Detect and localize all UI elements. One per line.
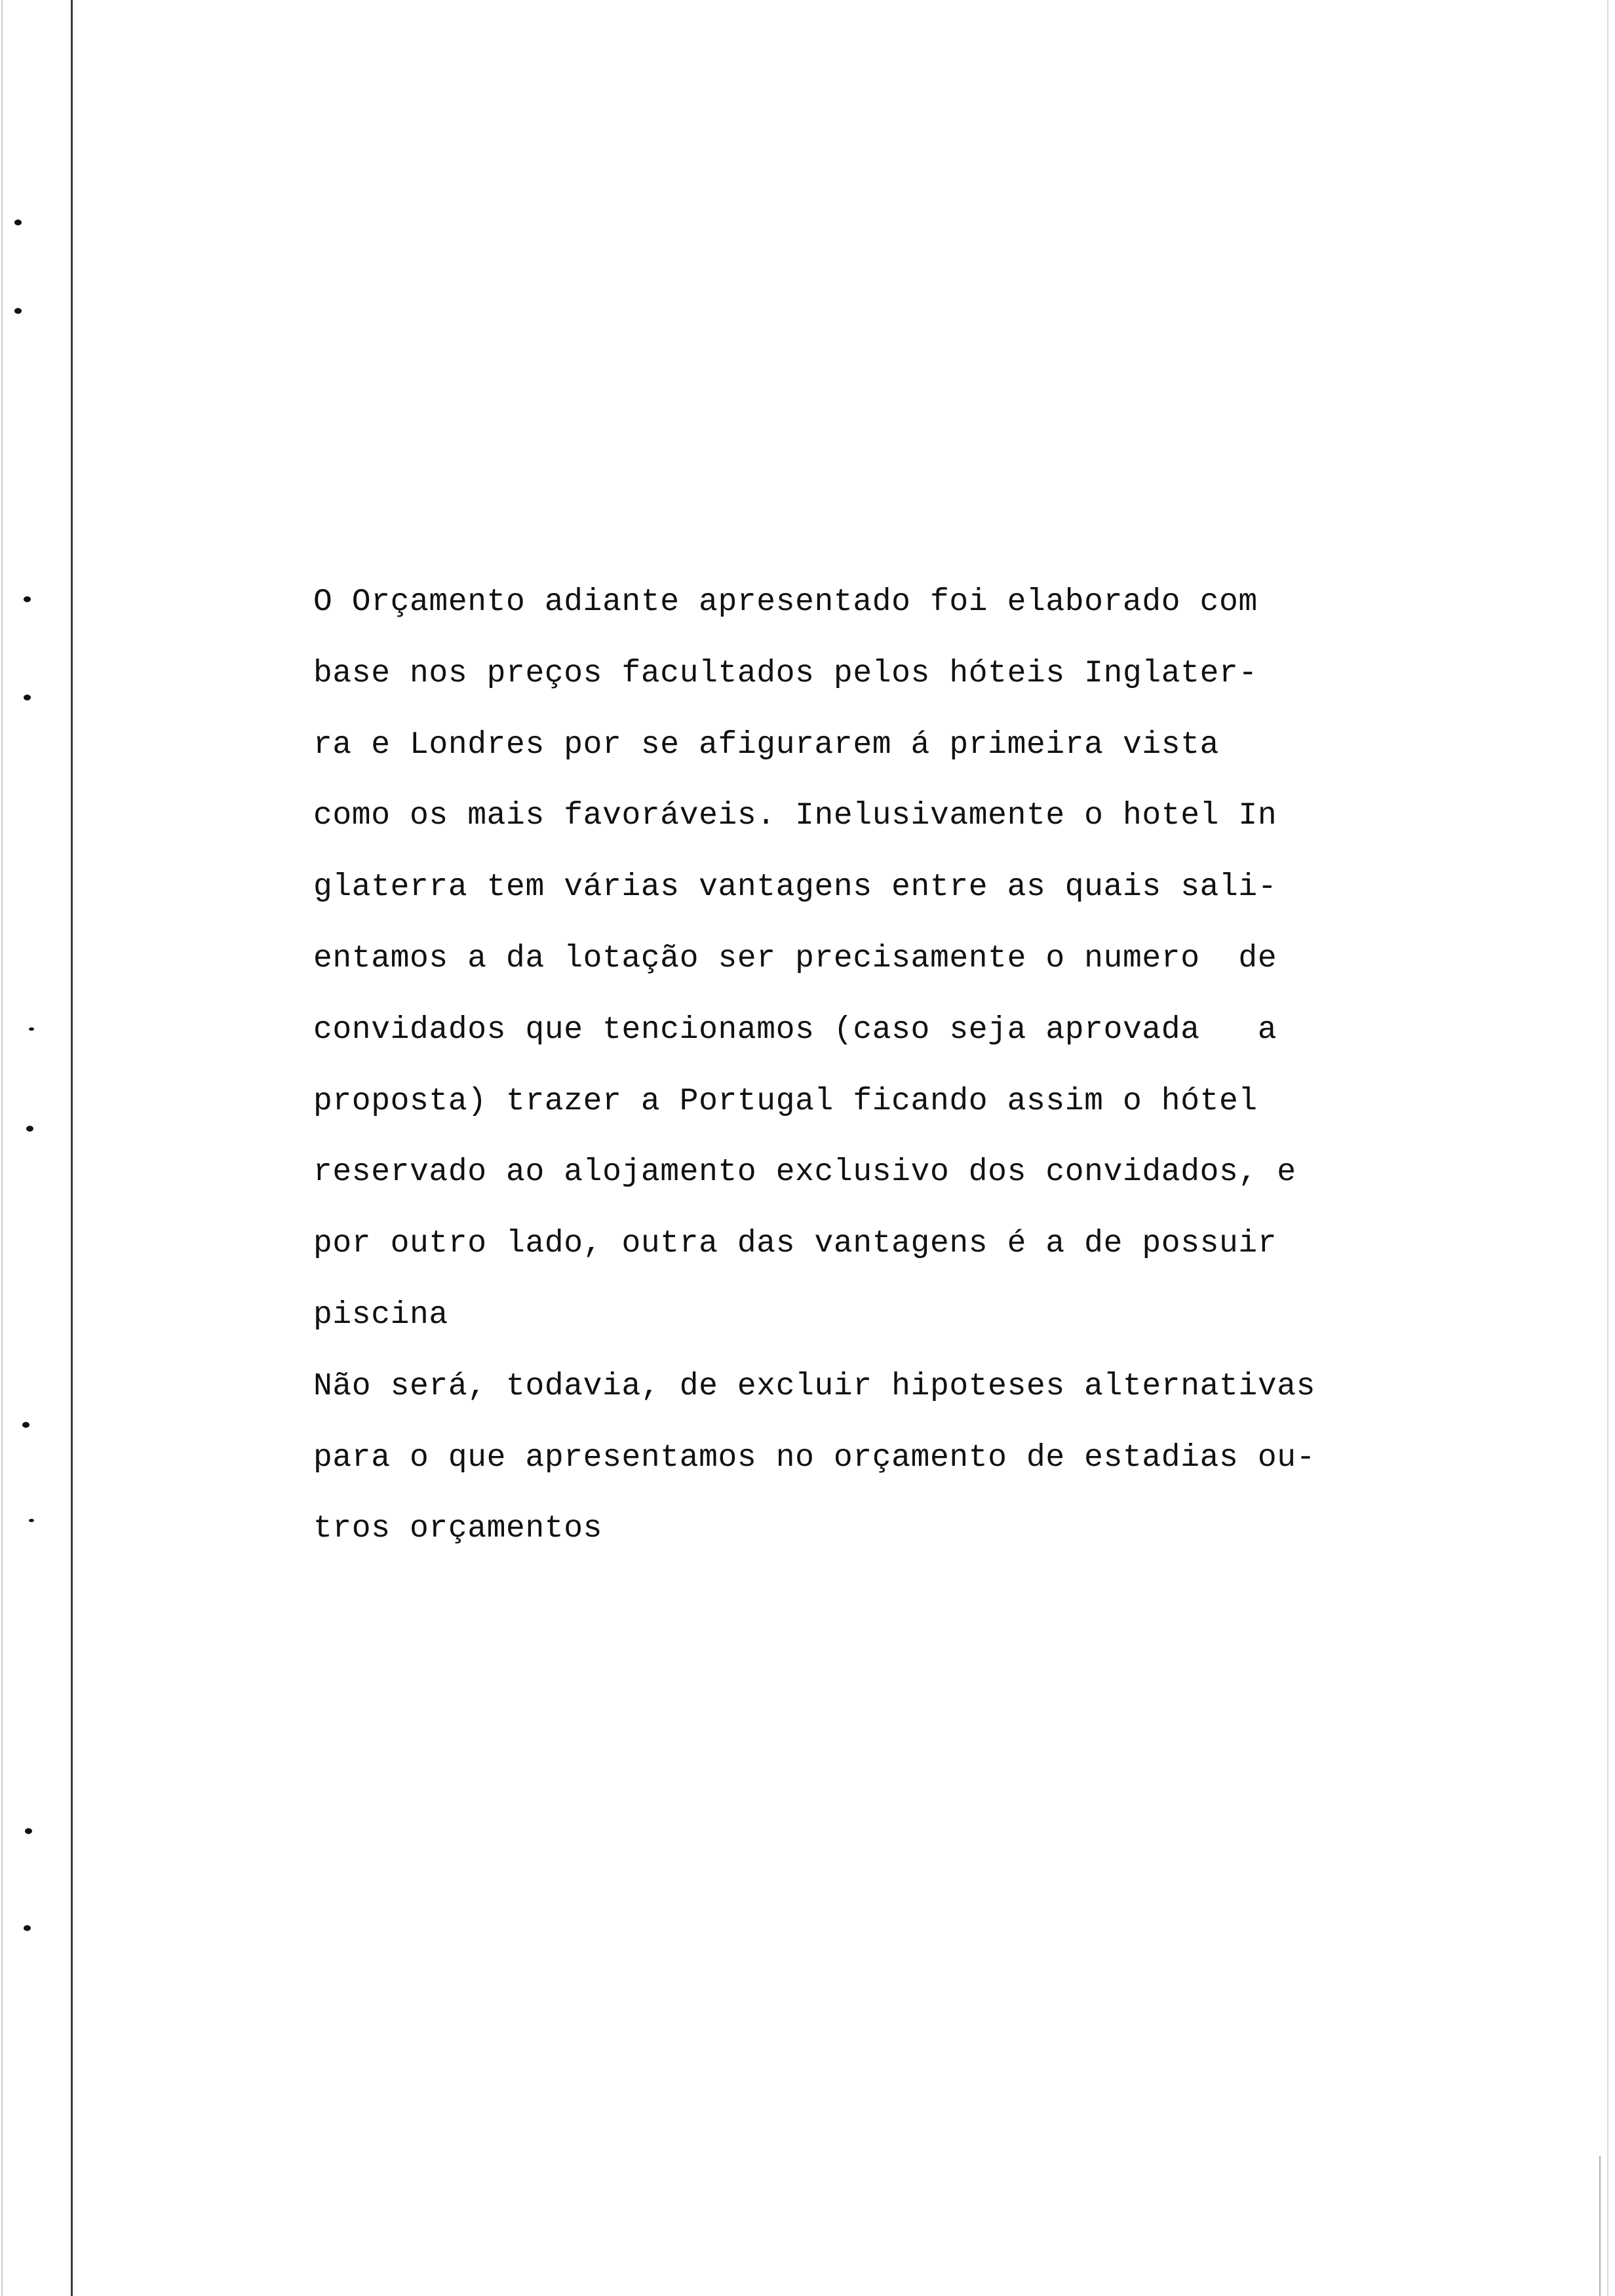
margin-hole-dot <box>25 1828 32 1834</box>
margin-hole-dot <box>24 596 31 602</box>
text-line: reservado ao alojamento exclusivo dos convidados, e <box>313 1155 1296 1191</box>
text-line: proposta) trazer a Portugal ficando assim o hótel <box>313 1083 1258 1119</box>
text-line: entamos a da lotação ser precisamente o numero de <box>313 940 1277 976</box>
text-line: por outro lado, outra das vantagens é a de possuir <box>313 1226 1277 1262</box>
margin-hole-dot <box>24 695 31 700</box>
text-line: tros orçamentos <box>313 1511 603 1547</box>
typewritten-paragraph <box>313 567 1362 1565</box>
scan-edge-right-lower <box>1599 2156 1601 2296</box>
margin-hole-dot <box>29 1027 34 1031</box>
scan-edge-far-left <box>1 0 3 2296</box>
text-line: piscina <box>313 1297 448 1333</box>
margin-hole-dot <box>26 1126 33 1132</box>
text-line: ra e Londres por se afigurarem á primeira vista <box>313 727 1220 763</box>
margin-hole-dot <box>24 1925 31 1931</box>
text-line: como os mais favoráveis. Inelusivamente o hotel In <box>313 798 1277 834</box>
margin-hole-dot <box>29 1519 34 1522</box>
margin-hole-dot <box>14 220 22 225</box>
margin-hole-dot <box>14 308 22 314</box>
text-line: O Orçamento adiante apresentado foi elaborado com <box>313 584 1258 620</box>
margin-hole-dot <box>22 1422 29 1428</box>
text-line: para o que apresentamos no orçamento de estadias ou- <box>313 1440 1316 1476</box>
text-line: glaterra tem várias vantagens entre as quais sali- <box>313 870 1277 906</box>
scan-edge-right <box>1607 0 1608 2296</box>
text-line: convidados que tencionamos (caso seja aprovada a <box>313 1012 1277 1048</box>
scan-edge-left <box>71 0 73 2296</box>
text-line: Não será, todavia, de excluir hipoteses alternativas <box>313 1368 1316 1404</box>
text-line: base nos preços facultados pelos hóteis Inglater- <box>313 655 1258 691</box>
